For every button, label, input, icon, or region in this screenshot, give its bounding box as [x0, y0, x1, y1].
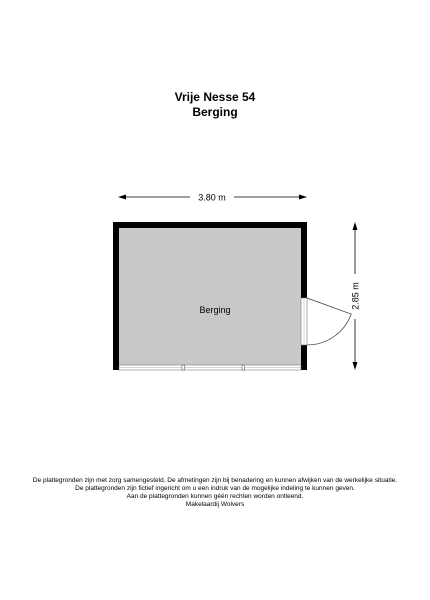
disclaimer-line: De plattegronden zijn met zorg samengesteld. De afmetingen zijn bij benadering en kunnen afwijken van de werkelijke situatie.: [32, 477, 398, 484]
disclaimer: [0, 477, 430, 509]
depth-dimension: [351, 222, 361, 370]
window-mullion-right: [242, 365, 245, 370]
address-title: Vrije Nesse 54: [174, 90, 256, 104]
floor-title: Berging: [192, 105, 238, 119]
door-swing-icon: [307, 298, 351, 345]
depth-arrow-top-icon: [353, 222, 358, 230]
width-arrow-left-icon: [118, 195, 126, 200]
room-berging: [113, 222, 351, 370]
room-label: Berging: [199, 305, 231, 315]
width-dimension-label: 3.80 m: [198, 192, 226, 203]
window-mullion-left: [182, 365, 185, 370]
disclaimer-line: De plattegronden zijn fictief ingericht om u een indruk van de mogelijke indeling te kunnen geven.: [75, 485, 355, 492]
agency-name: Makelaardij Wolvers: [185, 501, 245, 508]
room-floor: [119, 228, 301, 365]
depth-dimension-label: 2.85 m: [350, 282, 361, 310]
disclaimer-line: Aan de plattegronden kunnen géén rechten worden ontleend.: [126, 493, 304, 500]
depth-arrow-bottom-icon: [353, 362, 358, 370]
width-dimension: [118, 193, 307, 203]
width-arrow-right-icon: [299, 195, 307, 200]
